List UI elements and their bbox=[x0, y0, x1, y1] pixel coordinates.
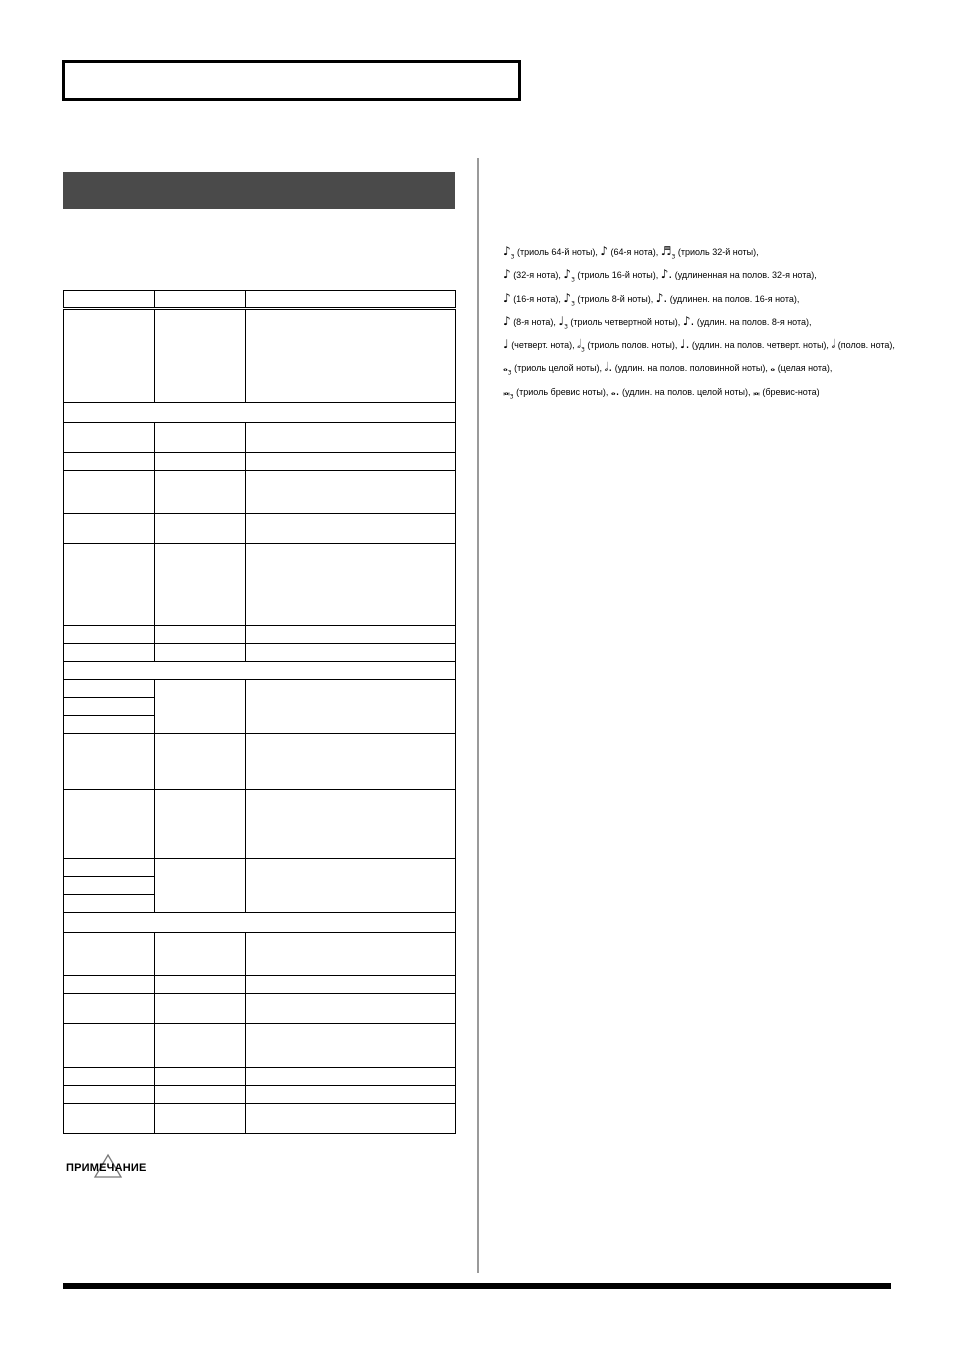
note-value-text: (триоль бревис ноты), bbox=[516, 386, 609, 397]
note-callout bbox=[66, 1153, 156, 1179]
table-row bbox=[64, 1104, 456, 1134]
note-value-text: (удлин. на полов. 8-я нота), bbox=[696, 316, 812, 327]
table-row bbox=[64, 734, 456, 790]
quarter-triplet-note-icon: $♩_3$ bbox=[558, 313, 568, 331]
table-row bbox=[64, 1024, 456, 1068]
eighth-triplet-note-icon: $♪_3$ bbox=[563, 290, 575, 307]
sixtyfourth-note-icon: ♪ bbox=[600, 244, 609, 258]
table-row bbox=[64, 933, 456, 976]
table-row bbox=[64, 514, 456, 544]
breve-triplet-note-icon: $𝅜_3$ bbox=[503, 383, 514, 401]
table-row bbox=[64, 976, 456, 994]
whole-triplet-note-icon: $𝅝_3$ bbox=[503, 360, 512, 377]
note-value-text: (четверт. нота), bbox=[511, 340, 575, 351]
table-row bbox=[64, 994, 456, 1024]
thirtysecond-triplet-note-icon: $♬_3$ bbox=[660, 244, 676, 261]
table-row bbox=[64, 859, 456, 877]
dotted-quarter-note-icon: ♩. bbox=[679, 337, 690, 352]
dotted-eighth-note-icon: ♪. bbox=[682, 313, 695, 328]
section-heading-bar bbox=[63, 172, 455, 209]
table-row bbox=[64, 471, 456, 514]
note-values-line-4 bbox=[503, 310, 893, 333]
page-header-box bbox=[62, 60, 521, 101]
whole-note-icon: 𝅝 bbox=[770, 360, 776, 375]
thirtysecond-note-icon: ♪ bbox=[503, 267, 511, 282]
note-value-text: (удлиненная на полов. 32-я нота), bbox=[674, 270, 817, 281]
note-values-line-2 bbox=[503, 263, 893, 286]
table-group-row bbox=[64, 662, 456, 680]
note-values-line-5 bbox=[503, 333, 893, 356]
dotted-whole-note-icon: 𝅝. bbox=[610, 383, 620, 398]
sixteenth-note-icon: ♪ bbox=[503, 290, 511, 305]
parameter-table bbox=[63, 290, 456, 1134]
quarter-note-icon: ♩ bbox=[503, 337, 509, 352]
table-header-row bbox=[64, 291, 456, 309]
note-value-text: (64-я нота), bbox=[610, 247, 659, 257]
note-value-text: (16-я нота), bbox=[513, 293, 561, 304]
breve-note-icon: 𝅜 bbox=[753, 383, 760, 398]
note-values-line-6 bbox=[503, 356, 893, 379]
half-note-icon: 𝅗𝅥 bbox=[831, 337, 836, 352]
table-group-row bbox=[64, 403, 456, 423]
footer-rule bbox=[63, 1283, 891, 1289]
note-values-list bbox=[503, 240, 893, 403]
table-row bbox=[64, 423, 456, 453]
note-value-text: (триоль 8-й ноты), bbox=[577, 293, 654, 304]
note-value-text: (триоль 16-й ноты), bbox=[577, 270, 659, 281]
note-value-text: (удлин. на полов. половинной ноты), bbox=[614, 363, 768, 374]
dotted-sixteenth-note-icon: ♪. bbox=[655, 290, 668, 305]
half-triplet-note-icon: $𝅗𝅥_3$ bbox=[577, 337, 585, 354]
dotted-half-note-icon: 𝅗𝅥. bbox=[604, 360, 613, 375]
note-value-text: (триоль полов. ноты), bbox=[587, 340, 678, 351]
note-value-text: (удлин. на полов. четверт. ноты), bbox=[691, 340, 829, 351]
table-row bbox=[64, 453, 456, 471]
eighth-note-icon: ♪ bbox=[503, 313, 511, 328]
note-value-text: (8-я нота), bbox=[513, 316, 556, 327]
dotted-thirtysecond-note-icon: ♪. bbox=[660, 267, 673, 282]
note-values-line-3 bbox=[503, 287, 893, 310]
table-row bbox=[64, 1086, 456, 1104]
note-value-text: (полов. нота), bbox=[837, 340, 895, 351]
column-divider bbox=[477, 158, 479, 1273]
table-row bbox=[64, 680, 456, 698]
note-values-line-1 bbox=[503, 240, 893, 263]
table-row bbox=[64, 1068, 456, 1086]
note-value-text: (триоль целой ноты), bbox=[514, 363, 603, 374]
note-value-text: (триоль 64-й ноты), bbox=[517, 247, 598, 257]
note-value-text: (удлинен. на полов. 16-я нота), bbox=[669, 293, 800, 304]
sixtyfourth-triplet-note-icon: $♪_3$ bbox=[503, 244, 515, 261]
note-values-line-7 bbox=[503, 380, 893, 403]
note-value-text: (целая нота), bbox=[777, 363, 833, 374]
note-value-text: (удлин. на полов. целой ноты), bbox=[622, 386, 751, 397]
table-group-row bbox=[64, 913, 456, 933]
sixteenth-triplet-note-icon: $♪_3$ bbox=[563, 267, 575, 284]
note-value-text: (бревис-нота) bbox=[762, 386, 820, 397]
table-row bbox=[64, 644, 456, 662]
table-row bbox=[64, 544, 456, 626]
note-value-text: (триоль четвертной ноты), bbox=[570, 316, 681, 327]
note-value-text: (32-я нота), bbox=[513, 270, 561, 281]
note-value-text: (триоль 32-й ноты), bbox=[677, 247, 759, 257]
table-row bbox=[64, 790, 456, 859]
table-row bbox=[64, 626, 456, 644]
note-label: ПРИМЕЧАНИЕ bbox=[66, 1162, 147, 1174]
table-row bbox=[64, 309, 456, 403]
